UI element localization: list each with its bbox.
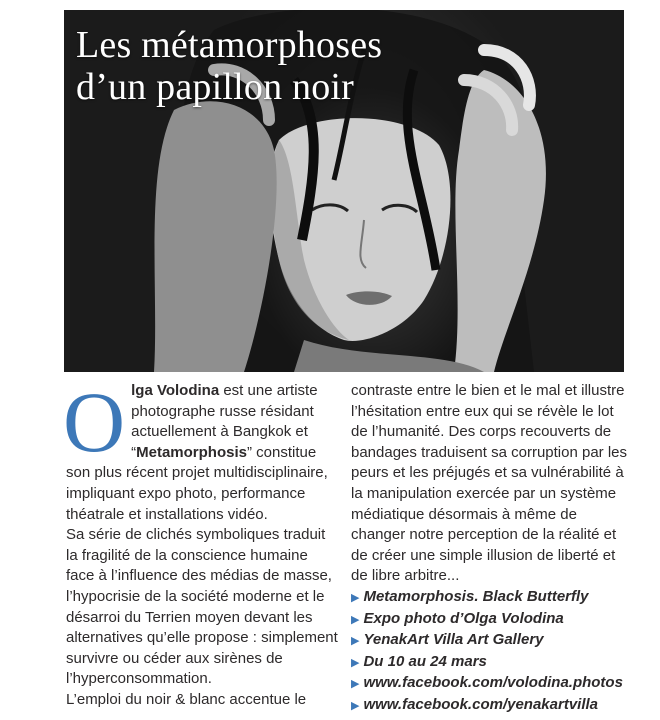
event-dates-text: Du 10 au 24 mars	[363, 652, 487, 670]
triangle-right-icon: ▶	[351, 678, 360, 691]
body-line: théatrale et installations vidéo.	[66, 505, 268, 523]
headline-line-2: d’un papillon noir	[76, 66, 355, 108]
body-line: de créer une simple illusion de liberté et	[351, 546, 616, 564]
facebook-link-artist[interactable]	[351, 673, 626, 695]
event-subtitle-text: Expo photo d’Olga Volodina	[363, 609, 564, 627]
body-line: face à l’influence des médias de masse,	[66, 567, 332, 585]
drop-cap: O	[63, 374, 126, 470]
triangle-right-icon: ▶	[351, 699, 360, 712]
body-line: l’hypocrisie de la société moderne et le	[66, 587, 325, 605]
body-line: impliquant expo photo, performance	[66, 484, 306, 502]
body-line: l’hésitation entre eux qui se révèle le lot	[351, 402, 614, 420]
body-line: photographe russe résidant	[131, 402, 314, 420]
event-venue	[351, 630, 626, 652]
body-line: la fragilité de la conscience humaine	[66, 546, 308, 564]
body-line: l’hyperconsommation.	[66, 670, 212, 688]
body-line: peurs et les préjugés et sa vulnérabilité à	[351, 464, 624, 482]
body-line: alternatives qu’elle propose : simplement	[66, 629, 338, 647]
body-line: L’emploi du noir & blanc accentue le	[66, 690, 307, 708]
body-line: de libre arbitre...	[351, 567, 460, 585]
event-info	[351, 587, 626, 717]
lead-rest: est une artiste	[219, 382, 318, 399]
triangle-right-icon: ▶	[351, 635, 360, 648]
body-line: changer notre perception de la réalité et	[351, 526, 617, 544]
body-line: médiatique désormais à même de	[351, 505, 577, 523]
article-column-left	[63, 374, 342, 711]
body-line: survivre ou céder aux sirènes de	[66, 649, 283, 667]
event-subtitle	[351, 609, 626, 631]
headline	[76, 24, 382, 108]
event-venue-text: YenakArt Villa Art Gallery	[363, 631, 544, 649]
body-line: actuellement à Bangkok et	[131, 423, 308, 441]
body-line: son plus récent projet multidisciplinaire,	[66, 464, 328, 482]
triangle-right-icon: ▶	[351, 613, 360, 626]
facebook-link-gallery-text[interactable]: www.facebook.com/yenakartvilla	[363, 695, 599, 713]
facebook-link-gallery[interactable]	[351, 695, 626, 717]
body-line: désarroi du Terrien moyen devant les	[66, 608, 313, 626]
quote-close: ” constitue	[246, 443, 317, 461]
author-name: lga Volodina	[131, 382, 220, 399]
triangle-right-icon: ▶	[351, 656, 360, 669]
triangle-right-icon: ▶	[351, 591, 360, 604]
body-line: bandages traduisent sa corruption par les	[351, 443, 628, 461]
body-line: de l’humanité. Des corps recouverts de	[351, 423, 612, 441]
body-line: la manipulation exercée par un système	[351, 484, 617, 502]
article-column-right	[351, 381, 626, 717]
facebook-link-artist-text[interactable]: www.facebook.com/volodina.photos	[363, 674, 623, 692]
quote-open: “	[131, 443, 137, 461]
hero-photo	[64, 10, 624, 372]
project-name: Metamorphosis	[136, 443, 247, 461]
body-line: contraste entre le bien et le mal et illustre	[351, 382, 625, 399]
event-title-text: Metamorphosis. Black Butterfly	[363, 587, 589, 605]
event-title	[351, 587, 626, 609]
body-line: Sa série de clichés symboliques traduit	[66, 526, 326, 544]
headline-line-1: Les métamorphoses	[76, 24, 383, 66]
event-dates	[351, 652, 626, 674]
